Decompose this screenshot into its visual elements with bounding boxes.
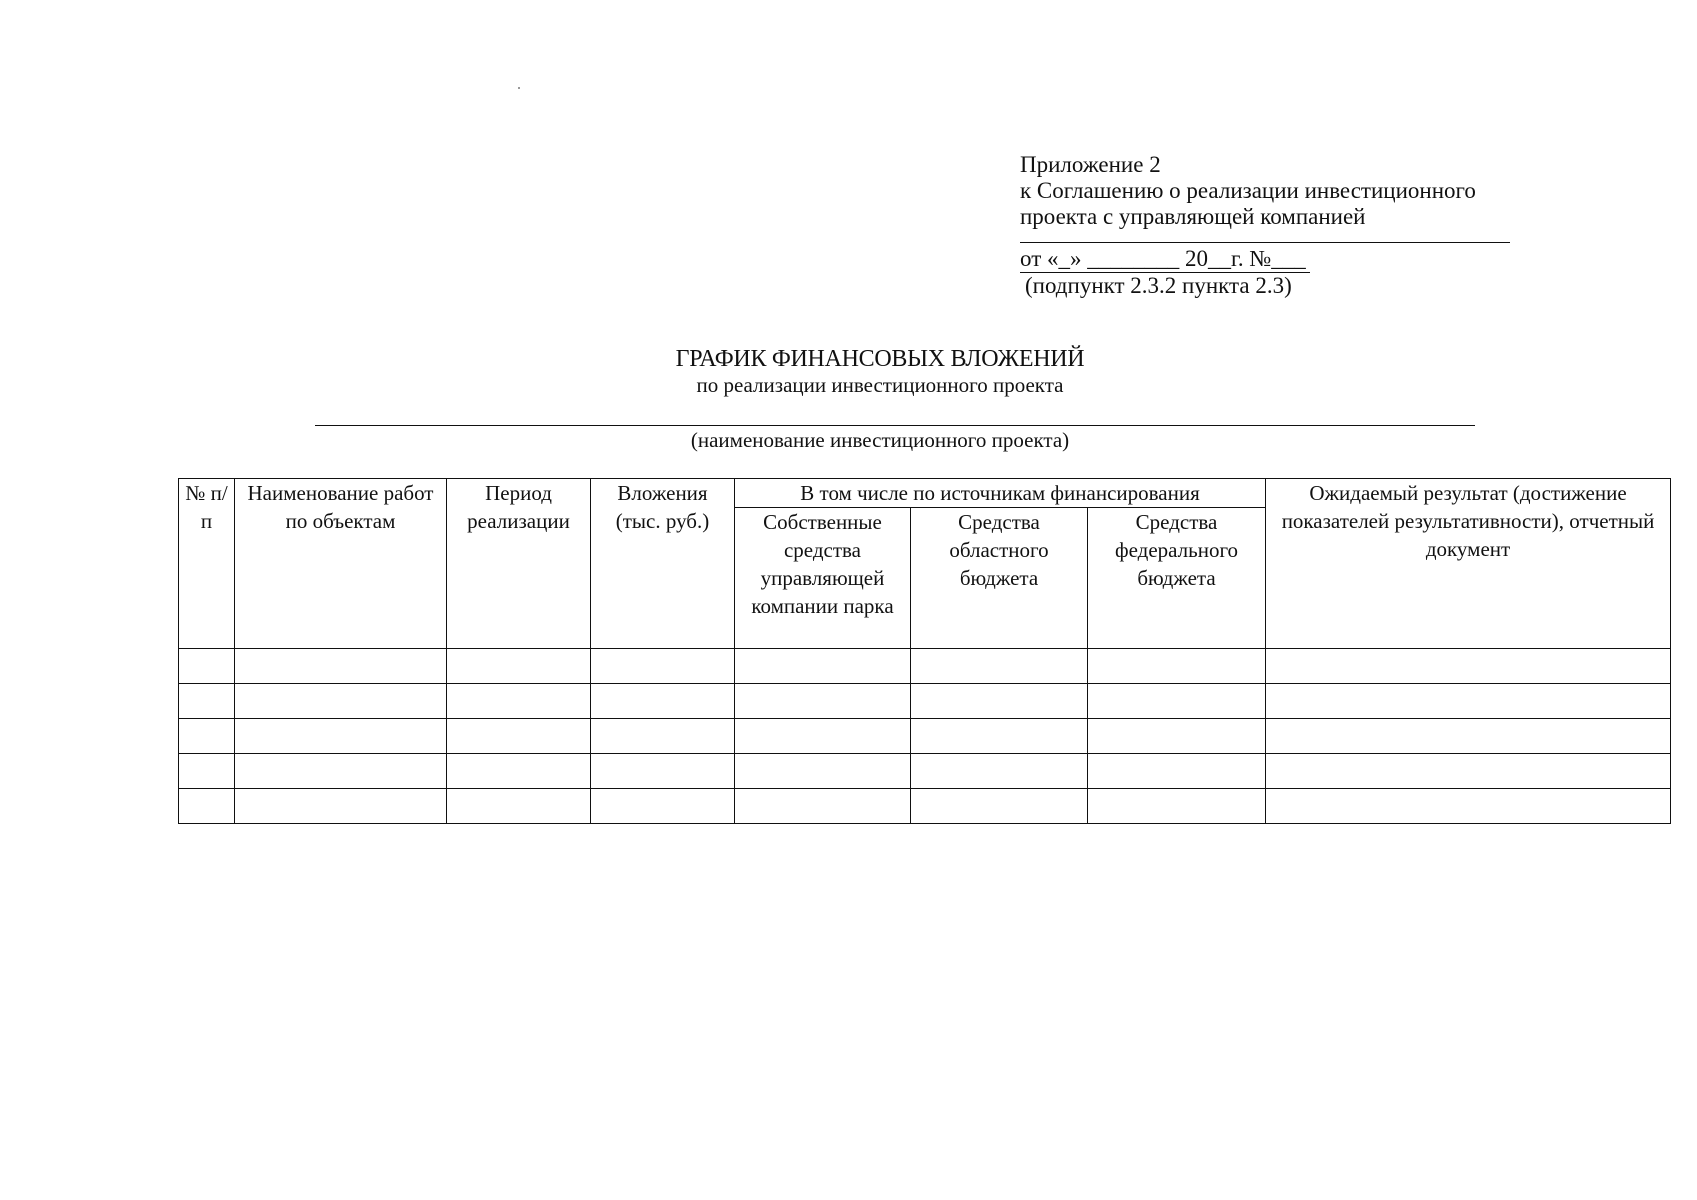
financial-schedule-table (178, 478, 1671, 824)
table-cell (1088, 789, 1266, 824)
table-cell (1266, 649, 1671, 684)
document-title: ГРАФИК ФИНАНСОВЫХ ВЛОЖЕНИЙ (675, 346, 1085, 372)
table-cell (911, 684, 1088, 719)
table-cell (235, 789, 447, 824)
table-cell (591, 719, 735, 754)
table-cell (1088, 719, 1266, 754)
table-cell (447, 649, 591, 684)
table-cell (179, 789, 235, 824)
table-cell (447, 754, 591, 789)
appendix-date-line: от «_» ________ 20__г. №___ (1020, 246, 1310, 273)
table-cell (911, 719, 1088, 754)
table-cell (1088, 754, 1266, 789)
table-cell (735, 719, 911, 754)
appendix-header (1020, 152, 1640, 299)
table-cell (735, 649, 911, 684)
table-row (179, 789, 1671, 824)
header-period: Период реализации (447, 479, 591, 649)
table-cell (591, 684, 735, 719)
table-cell (911, 754, 1088, 789)
table-cell (911, 789, 1088, 824)
signature-blank-line (1020, 230, 1510, 243)
table-cell (591, 649, 735, 684)
appendix-subpoint: (подпункт 2.3.2 пункта 2.3) (1025, 273, 1292, 298)
table-row (179, 684, 1671, 719)
table-cell (1088, 649, 1266, 684)
header-works: Наименование работ по объектам (235, 479, 447, 649)
table-cell (1266, 789, 1671, 824)
table-cell (235, 649, 447, 684)
table-cell (235, 684, 447, 719)
table-cell (735, 754, 911, 789)
table-cell (735, 789, 911, 824)
table-cell (1266, 754, 1671, 789)
table-cell (447, 789, 591, 824)
table-cell (447, 684, 591, 719)
header-expected-result: Ожидаемый результат (достижение показателей результативности), отчетный документ (1266, 479, 1671, 649)
project-name-blank-line (315, 425, 1475, 426)
header-number: № п/п (179, 479, 235, 649)
table-cell (735, 684, 911, 719)
table-row (179, 649, 1671, 684)
table-cell (179, 754, 235, 789)
table-cell (447, 719, 591, 754)
scan-speck (518, 87, 520, 89)
appendix-number: Приложение 2 (1020, 152, 1161, 177)
table-cell (1266, 719, 1671, 754)
table-cell (235, 719, 447, 754)
appendix-company-line: проекта с управляющей компанией (1020, 204, 1366, 229)
table-cell (911, 649, 1088, 684)
table-cell (179, 649, 235, 684)
appendix-agreement-line: к Соглашению о реализации инвестиционного (1020, 178, 1476, 203)
table-cell (591, 789, 735, 824)
table-cell (1088, 684, 1266, 719)
table-cell (1266, 684, 1671, 719)
header-federal-budget: Средства федерального бюджета (1088, 508, 1266, 649)
header-own-funds: Собственные средства управляющей компании парка (735, 508, 911, 649)
table-row (179, 754, 1671, 789)
header-sources-group: В том числе по источникам финансирования (735, 479, 1266, 508)
project-name-caption: (наименование инвестиционного проекта) (690, 428, 1070, 452)
table-cell (235, 754, 447, 789)
document-subtitle: по реализации инвестиционного проекта (696, 373, 1064, 397)
table-row (179, 719, 1671, 754)
header-investment: Вложения (тыс. руб.) (591, 479, 735, 649)
header-regional-budget: Средства областного бюджета (911, 508, 1088, 649)
table-cell (179, 719, 235, 754)
table-cell (179, 684, 235, 719)
table-cell (591, 754, 735, 789)
document-title-block (0, 345, 1697, 397)
